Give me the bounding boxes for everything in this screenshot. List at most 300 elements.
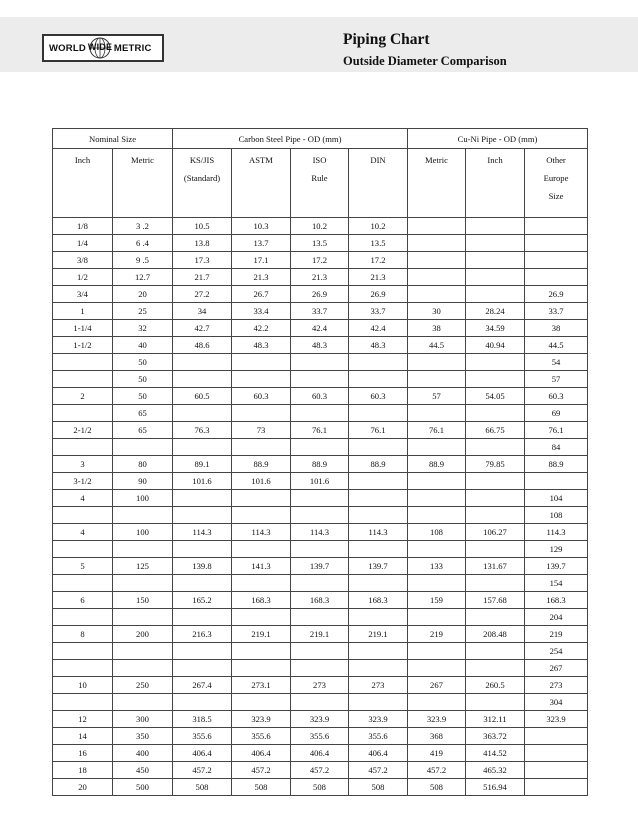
table-cell [466, 405, 525, 422]
table-cell: 139.8 [173, 558, 232, 575]
table-cell: 100 [113, 490, 173, 507]
table-cell: 66.75 [466, 422, 525, 439]
table-cell: 516.94 [466, 779, 525, 796]
table-cell: 2 [53, 388, 113, 405]
table-cell: 65 [113, 405, 173, 422]
table-cell: 12 [53, 711, 113, 728]
table-cell: 323.9 [349, 711, 408, 728]
table-cell [408, 609, 466, 626]
table-cell: 350 [113, 728, 173, 745]
table-cell [173, 694, 232, 711]
page-title: Piping Chart [343, 31, 430, 48]
table-cell [291, 354, 349, 371]
table-cell: 10.5 [173, 218, 232, 235]
column-header-line: Inch [487, 155, 503, 165]
piping-table [52, 128, 588, 796]
table-row [53, 558, 588, 575]
table-cell [53, 405, 113, 422]
column-header-line: Metric [131, 155, 154, 165]
table-cell: 168.3 [349, 592, 408, 609]
table-cell: 318.5 [173, 711, 232, 728]
table-cell: 60.5 [173, 388, 232, 405]
table-cell: 12.7 [113, 269, 173, 286]
column-header-line: Rule [311, 173, 328, 183]
table-cell: 131.67 [466, 558, 525, 575]
table-row [53, 320, 588, 337]
table-cell: 114.3 [349, 524, 408, 541]
table-cell [232, 507, 291, 524]
table-cell: 17.3 [173, 252, 232, 269]
table-cell: 208.48 [466, 626, 525, 643]
table-cell: 10.2 [291, 218, 349, 235]
table-cell: 10.3 [232, 218, 291, 235]
table-cell [525, 762, 588, 779]
table-cell [349, 354, 408, 371]
table-cell: 312.11 [466, 711, 525, 728]
table-cell [53, 660, 113, 677]
table-cell: 125 [113, 558, 173, 575]
table-cell [53, 575, 113, 592]
table-cell: 419 [408, 745, 466, 762]
table-cell [466, 252, 525, 269]
table-cell: 76.3 [173, 422, 232, 439]
table-cell: 17.1 [232, 252, 291, 269]
table-cell [349, 643, 408, 660]
table-cell [291, 405, 349, 422]
table-cell: 2-1/2 [53, 422, 113, 439]
table-cell: 457.2 [408, 762, 466, 779]
table-row [53, 660, 588, 677]
table-cell [232, 405, 291, 422]
table-cell [349, 371, 408, 388]
table-cell: 3/4 [53, 286, 113, 303]
table-cell: 14 [53, 728, 113, 745]
table-cell [525, 269, 588, 286]
table-cell: 8 [53, 626, 113, 643]
table-cell: 40 [113, 337, 173, 354]
column-header [349, 149, 408, 218]
table-cell: 76.1 [525, 422, 588, 439]
table-row [53, 728, 588, 745]
table-cell: 508 [349, 779, 408, 796]
table-cell: 33.4 [232, 303, 291, 320]
table-cell: 133 [408, 558, 466, 575]
table-cell [291, 575, 349, 592]
table-cell [113, 575, 173, 592]
table-row [53, 388, 588, 405]
table-cell: 200 [113, 626, 173, 643]
table-cell [53, 643, 113, 660]
table-cell [232, 490, 291, 507]
table-row [53, 473, 588, 490]
column-header [53, 149, 113, 218]
table-cell: 4 [53, 524, 113, 541]
column-header [525, 149, 588, 218]
table-cell: 88.9 [291, 456, 349, 473]
table-cell: 250 [113, 677, 173, 694]
table-cell [173, 660, 232, 677]
table-cell [408, 490, 466, 507]
table-cell [408, 473, 466, 490]
table-cell: 406.4 [291, 745, 349, 762]
table-cell: 44.5 [525, 337, 588, 354]
table-cell: 16 [53, 745, 113, 762]
table-cell [53, 507, 113, 524]
table-cell [53, 439, 113, 456]
table-cell: 18 [53, 762, 113, 779]
table-cell: 139.7 [291, 558, 349, 575]
table-cell: 508 [408, 779, 466, 796]
table-cell: 69 [525, 405, 588, 422]
table-cell: 17.2 [291, 252, 349, 269]
logo-word-left: WORLD [49, 42, 86, 54]
table-cell: 38 [525, 320, 588, 337]
table-cell [173, 439, 232, 456]
table-cell [349, 609, 408, 626]
table-cell: 168.3 [232, 592, 291, 609]
table-cell [349, 541, 408, 558]
table-cell: 1/2 [53, 269, 113, 286]
table-cell [291, 541, 349, 558]
table-cell: 21.3 [349, 269, 408, 286]
table-cell: 304 [525, 694, 588, 711]
table-cell: 3 [53, 456, 113, 473]
table-cell [466, 541, 525, 558]
table-row [53, 524, 588, 541]
table-cell: 101.6 [232, 473, 291, 490]
table-cell: 114.3 [232, 524, 291, 541]
table-cell: 48.3 [291, 337, 349, 354]
table-cell: 108 [525, 507, 588, 524]
table-cell [232, 541, 291, 558]
table-cell [466, 694, 525, 711]
table-row [53, 677, 588, 694]
table-cell [173, 609, 232, 626]
column-header-line: (Standard) [183, 173, 221, 183]
table-cell [113, 643, 173, 660]
table-cell: 406.4 [232, 745, 291, 762]
table-row [53, 405, 588, 422]
table-cell: 204 [525, 609, 588, 626]
table-cell: 267 [525, 660, 588, 677]
table-cell [173, 371, 232, 388]
table-cell [113, 541, 173, 558]
table-cell [349, 694, 408, 711]
table-cell: 48.3 [232, 337, 291, 354]
table-cell: 26.9 [349, 286, 408, 303]
table-cell: 13.5 [291, 235, 349, 252]
table-cell: 3/8 [53, 252, 113, 269]
table-cell [113, 439, 173, 456]
table-row [53, 779, 588, 796]
table-cell: 1/4 [53, 235, 113, 252]
table-cell: 139.7 [525, 558, 588, 575]
table-cell: 76.1 [349, 422, 408, 439]
table-cell: 465.32 [466, 762, 525, 779]
table-cell [466, 269, 525, 286]
table-cell: 26.9 [291, 286, 349, 303]
group-nominal-size-header: Nominal Size [53, 129, 173, 149]
table-cell: 25 [113, 303, 173, 320]
table-cell: 9 .5 [113, 252, 173, 269]
table-cell: 273 [291, 677, 349, 694]
table-cell: 6 .4 [113, 235, 173, 252]
table-cell: 273 [525, 677, 588, 694]
table-cell [173, 507, 232, 524]
table-cell: 42.4 [349, 320, 408, 337]
table-cell: 73 [232, 422, 291, 439]
table-cell [466, 643, 525, 660]
table-cell: 219.1 [291, 626, 349, 643]
column-header [173, 149, 232, 218]
table-cell: 50 [113, 388, 173, 405]
table-cell: 219.1 [349, 626, 408, 643]
table-cell [408, 507, 466, 524]
table-cell [466, 609, 525, 626]
table-cell: 159 [408, 592, 466, 609]
table-cell [408, 575, 466, 592]
table-cell: 88.9 [525, 456, 588, 473]
table-cell [525, 728, 588, 745]
table-cell: 1 [53, 303, 113, 320]
column-header-line: Size [548, 191, 564, 201]
table-cell: 60.3 [349, 388, 408, 405]
table-cell [173, 405, 232, 422]
table-cell [349, 507, 408, 524]
table-cell: 267.4 [173, 677, 232, 694]
table-cell: 6 [53, 592, 113, 609]
table-cell: 57 [525, 371, 588, 388]
table-cell: 88.9 [408, 456, 466, 473]
table-cell [466, 371, 525, 388]
table-cell: 88.9 [349, 456, 408, 473]
table-cell [466, 286, 525, 303]
table-row [53, 456, 588, 473]
table-cell [291, 490, 349, 507]
table-cell: 101.6 [173, 473, 232, 490]
table-cell: 457.2 [173, 762, 232, 779]
table-cell: 273 [349, 677, 408, 694]
table-cell [408, 218, 466, 235]
table-cell: 79.85 [466, 456, 525, 473]
table-cell [466, 218, 525, 235]
table-cell [113, 609, 173, 626]
table-cell: 106.27 [466, 524, 525, 541]
table-cell [466, 439, 525, 456]
table-cell [408, 439, 466, 456]
table-cell: 33.7 [349, 303, 408, 320]
column-header [232, 149, 291, 218]
table-cell: 13.8 [173, 235, 232, 252]
table-cell: 114.3 [291, 524, 349, 541]
table-cell: 60.3 [232, 388, 291, 405]
table-cell: 323.9 [291, 711, 349, 728]
table-cell [291, 660, 349, 677]
table-cell: 355.6 [291, 728, 349, 745]
table-cell [408, 235, 466, 252]
table-row [53, 235, 588, 252]
table-cell: 260.5 [466, 677, 525, 694]
table-cell: 34 [173, 303, 232, 320]
table-cell [408, 354, 466, 371]
table-cell: 406.4 [349, 745, 408, 762]
table-cell: 273.1 [232, 677, 291, 694]
table-cell [113, 507, 173, 524]
table-cell [232, 609, 291, 626]
table-cell: 10 [53, 677, 113, 694]
table-row [53, 218, 588, 235]
logo-word-right: METRIC [113, 42, 152, 54]
table-cell: 414.52 [466, 745, 525, 762]
table-cell: 323.9 [525, 711, 588, 728]
group-carbon-steel-header: Carbon Steel Pipe - OD (mm) [173, 129, 408, 149]
table-cell: 139.7 [349, 558, 408, 575]
world-wide-metric-logo [42, 34, 164, 62]
table-cell: 355.6 [349, 728, 408, 745]
table-cell [525, 235, 588, 252]
table-cell: 100 [113, 524, 173, 541]
table-cell: 1/8 [53, 218, 113, 235]
table-cell: 1-1/2 [53, 337, 113, 354]
table-cell [466, 473, 525, 490]
table-cell: 114.3 [525, 524, 588, 541]
table-cell [408, 541, 466, 558]
column-header-line: Other [546, 155, 566, 165]
table-cell: 32 [113, 320, 173, 337]
table-row [53, 286, 588, 303]
table-cell [349, 405, 408, 422]
table-cell [291, 507, 349, 524]
table-cell [525, 745, 588, 762]
table-cell [291, 643, 349, 660]
table-row [53, 422, 588, 439]
table-cell: 21.7 [173, 269, 232, 286]
table-cell: 101.6 [291, 473, 349, 490]
table-cell: 20 [53, 779, 113, 796]
table-cell [232, 354, 291, 371]
table-cell: 38 [408, 320, 466, 337]
table-cell [232, 371, 291, 388]
table-cell [53, 371, 113, 388]
table-cell [466, 575, 525, 592]
table-row [53, 643, 588, 660]
table-cell: 54 [525, 354, 588, 371]
table-cell [232, 694, 291, 711]
table-cell: 42.2 [232, 320, 291, 337]
table-row [53, 575, 588, 592]
table-cell: 219 [408, 626, 466, 643]
group-cu-ni-header: Cu-Ni Pipe - OD (mm) [408, 129, 588, 149]
table-cell: 355.6 [173, 728, 232, 745]
table-row [53, 762, 588, 779]
column-header [291, 149, 349, 218]
table-cell [349, 490, 408, 507]
table-cell: 50 [113, 354, 173, 371]
table-cell: 44.5 [408, 337, 466, 354]
table-cell [466, 660, 525, 677]
table-cell [525, 779, 588, 796]
table-cell [525, 252, 588, 269]
table-cell: 27.2 [173, 286, 232, 303]
table-cell [291, 439, 349, 456]
table-cell [113, 694, 173, 711]
table-cell [173, 354, 232, 371]
table-cell: 165.2 [173, 592, 232, 609]
column-header-row [53, 149, 588, 218]
table-row [53, 337, 588, 354]
table-row [53, 609, 588, 626]
globe-icon [89, 37, 111, 59]
table-cell: 368 [408, 728, 466, 745]
table-cell: 21.3 [232, 269, 291, 286]
table-cell: 216.3 [173, 626, 232, 643]
table-cell: 33.7 [291, 303, 349, 320]
table-cell: 30 [408, 303, 466, 320]
table-row [53, 490, 588, 507]
table-cell: 219 [525, 626, 588, 643]
table-cell [53, 354, 113, 371]
page-subtitle: Outside Diameter Comparison [343, 54, 507, 68]
table-cell [173, 575, 232, 592]
table-cell [408, 694, 466, 711]
table-cell: 28.24 [466, 303, 525, 320]
table-cell: 4 [53, 490, 113, 507]
table-cell: 76.1 [408, 422, 466, 439]
table-cell: 154 [525, 575, 588, 592]
table-cell: 13.7 [232, 235, 291, 252]
table-row [53, 303, 588, 320]
column-header-line: Inch [74, 155, 91, 165]
table-cell [408, 286, 466, 303]
logo-word-middle: WIDE [87, 42, 113, 52]
table-cell: 406.4 [173, 745, 232, 762]
table-cell: 26.7 [232, 286, 291, 303]
column-header-line: DIN [370, 155, 386, 165]
table-cell: 457.2 [232, 762, 291, 779]
table-cell [232, 660, 291, 677]
table-cell [466, 354, 525, 371]
table-cell: 254 [525, 643, 588, 660]
table-cell: 57 [408, 388, 466, 405]
table-cell: 76.1 [291, 422, 349, 439]
table-cell [525, 218, 588, 235]
table-cell: 300 [113, 711, 173, 728]
column-header-line: Europe [543, 173, 569, 183]
table-cell: 48.6 [173, 337, 232, 354]
table-row [53, 252, 588, 269]
table-cell [53, 609, 113, 626]
table-cell: 3-1/2 [53, 473, 113, 490]
table-cell: 42.4 [291, 320, 349, 337]
table-cell: 323.9 [232, 711, 291, 728]
table-cell [113, 660, 173, 677]
table-cell: 168.3 [525, 592, 588, 609]
table-cell: 129 [525, 541, 588, 558]
table-cell: 65 [113, 422, 173, 439]
table-cell [408, 643, 466, 660]
table-row [53, 371, 588, 388]
table-cell [173, 541, 232, 558]
table-cell: 42.7 [173, 320, 232, 337]
table-row [53, 626, 588, 643]
table-cell: 168.3 [291, 592, 349, 609]
table-cell: 104 [525, 490, 588, 507]
table-cell: 89.1 [173, 456, 232, 473]
table-cell: 84 [525, 439, 588, 456]
table-cell: 17.2 [349, 252, 408, 269]
table-row [53, 592, 588, 609]
table-cell [408, 405, 466, 422]
